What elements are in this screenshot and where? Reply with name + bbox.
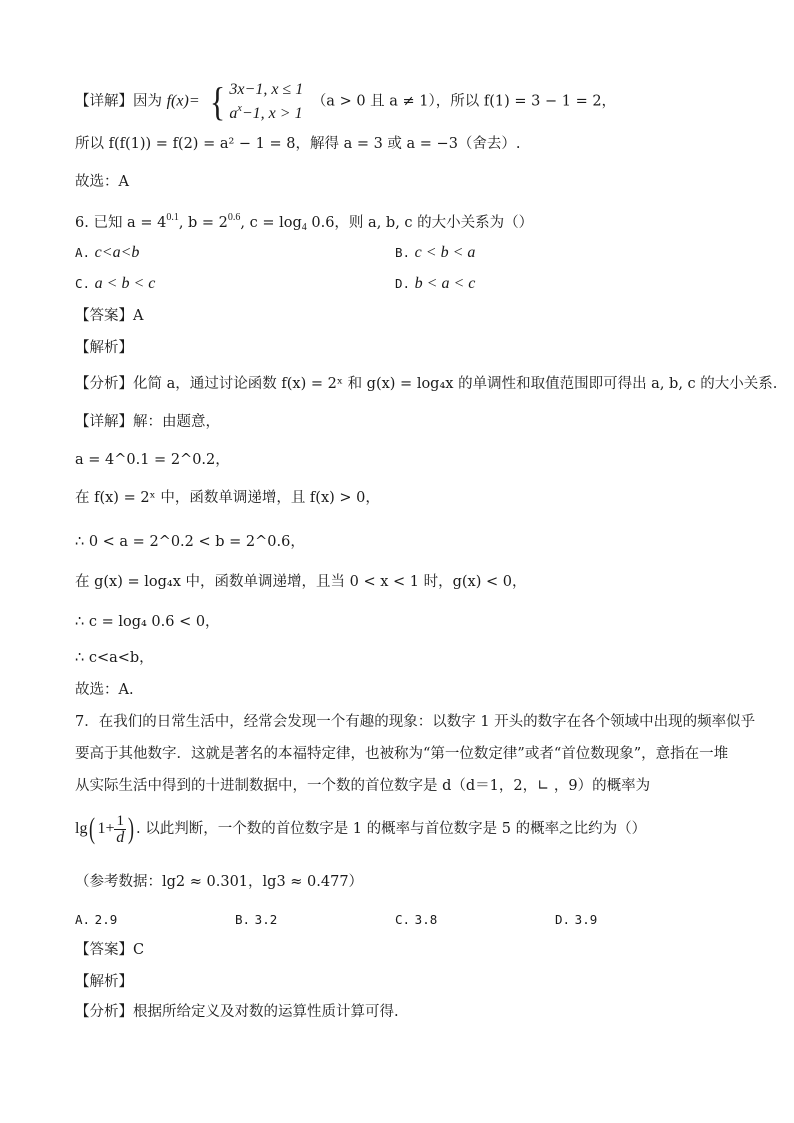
q6-exp-b: 0.6 bbox=[227, 212, 241, 223]
q6-answer: 【答案】A bbox=[75, 308, 144, 324]
q6-option-c-label: C. bbox=[75, 276, 91, 291]
q6-analysis-tag: 【解析】 bbox=[75, 340, 133, 356]
q6-step-5: ∴ c = log₄ 0.6 < 0， bbox=[75, 614, 220, 630]
q6-option-b-value: c < b < a bbox=[414, 244, 476, 261]
q6-option-d bbox=[395, 274, 475, 294]
q7-option-d bbox=[555, 910, 597, 930]
case-1: 3x−1, x ≤ 1 bbox=[229, 81, 304, 98]
piecewise-function: { 3x−1, x ≤ 1 $a^x-1$, x > 1 bbox=[210, 78, 304, 124]
q6-option-c-value: a < b < c bbox=[94, 275, 156, 292]
case-2-exp: x bbox=[237, 103, 242, 114]
q7-option-d-value: 3.9 bbox=[574, 912, 598, 927]
fx-label: f(x)= bbox=[166, 92, 200, 110]
q7-option-b bbox=[235, 910, 277, 930]
q7-option-b-value: 3.2 bbox=[254, 912, 278, 927]
q7-option-c bbox=[395, 910, 437, 930]
q6-option-a-value: c<a<b bbox=[94, 244, 140, 261]
one-plus: 1+ bbox=[97, 820, 115, 837]
q7-option-a-label: A. bbox=[75, 912, 91, 927]
q6-option-c bbox=[75, 274, 155, 294]
q7-option-c-value: 3.8 bbox=[414, 912, 438, 927]
q6-part-c: , c = log bbox=[240, 215, 302, 231]
q7-option-a bbox=[75, 910, 117, 930]
q6-exp-a: 0.1 bbox=[166, 212, 179, 223]
q7-line-4-rest: . 以此判断，一个数的首位数字是 1 的概率与首位数字是 5 的概率之比约为（） bbox=[135, 821, 647, 837]
q7-reference: （参考数据：lg2 ≈ 0.301，lg3 ≈ 0.477） bbox=[75, 874, 364, 890]
detail-tag: 【详解】 bbox=[75, 93, 133, 110]
q7-line-1: 7．在我们的日常生活中，经常会发现一个有趣的现象：以数字 1 开头的数字在各个领域中出现的频率似乎 bbox=[75, 714, 756, 730]
because-text: 因为 bbox=[133, 93, 162, 110]
q6-option-b-label: B. bbox=[395, 245, 411, 260]
q7-option-b-label: B. bbox=[235, 912, 251, 927]
q6-number: 6. bbox=[75, 215, 89, 231]
q6-fenxi: 【分析】化简 a，通过讨论函数 f(x) = 2ˣ 和 g(x) = log₄x 的单调性和取值范围即可得出 a, b, c 的大小关系. bbox=[75, 376, 778, 392]
detail-line-1 bbox=[75, 80, 616, 123]
q7-option-d-label: D. bbox=[555, 912, 571, 927]
q6-part-a: 已知 a = 4 bbox=[93, 215, 167, 231]
q6-step-1: a = 4^0.1 = 2^0.2， bbox=[75, 452, 230, 468]
lg-text: lg bbox=[75, 820, 88, 837]
q6-step-3: ∴ 0 < a = 2^0.2 < b = 2^0.6， bbox=[75, 534, 305, 550]
q6-step-2: 在 f(x) = 2ˣ 中，函数单调递增，且 f(x) > 0， bbox=[75, 490, 380, 506]
case-2-base: a bbox=[229, 105, 238, 122]
q7-line-3: 从实际生活中得到的十进制数据中，一个数的首位数字是 d（d＝1，2，∟ ，9）的概率为 bbox=[75, 778, 651, 794]
q6-part-b: , b = 2 bbox=[178, 215, 228, 231]
fraction-numerator: 1 bbox=[116, 812, 124, 829]
so-text: ，所以 f(1) = 3 − 1 = 2， bbox=[435, 93, 617, 110]
q6-part-end: 0.6，则 a, b, c 的大小关系为（） bbox=[306, 215, 534, 231]
q7-fenxi: 【分析】根据所给定义及对数的运算性质计算可得. bbox=[75, 1004, 399, 1020]
q6-option-b bbox=[395, 243, 475, 263]
detail-line-2: 所以 f(f(1)) = f(2) = a² − 1 = 8，解得 a = 3 或 a = −3（舍去）. bbox=[75, 136, 521, 152]
q7-analysis-tag: 【解析】 bbox=[75, 974, 133, 990]
q6-option-a bbox=[75, 243, 139, 263]
q6-stem bbox=[75, 208, 533, 238]
q6-choose: 故选：A. bbox=[75, 682, 134, 698]
q7-line-2: 要高于其他数字．这就是著名的本福特定律，也被称为“第一位数定律”或者“首位数现象”，意指在一堆 bbox=[75, 746, 729, 762]
choose-a-1: 故选：A bbox=[75, 174, 129, 190]
q6-option-d-label: D. bbox=[395, 276, 411, 291]
q7-option-c-label: C. bbox=[395, 912, 411, 927]
q6-option-a-label: A. bbox=[75, 245, 91, 260]
q6-option-d-value: b < a < c bbox=[414, 275, 476, 292]
fraction-denominator: d bbox=[116, 828, 125, 846]
q7-line-4: lg( 1+ $\frac{1}{d}$ ) . 以此判断，一个数的首位数字是 1 的概率与首位数字是 5 的概率之比约为（） bbox=[75, 812, 647, 846]
q7-answer: 【答案】C bbox=[75, 942, 145, 958]
q6-step-4: 在 g(x) = log₄x 中，函数单调递增，且当 0 < x < 1 时，g(x) < 0， bbox=[75, 574, 527, 590]
q6-step-6: ∴ c<a<b， bbox=[75, 650, 154, 666]
fraction bbox=[114, 813, 126, 846]
q6-xiangjie: 【详解】解：由题意， bbox=[75, 414, 220, 430]
q7-option-a-value: 2.9 bbox=[94, 912, 118, 927]
q6-sub-c: 4 bbox=[301, 222, 307, 233]
condition-text: （a > 0 且 a ≠ 1） bbox=[311, 93, 436, 110]
case-2-rest: −1, x > 1 bbox=[241, 105, 303, 122]
